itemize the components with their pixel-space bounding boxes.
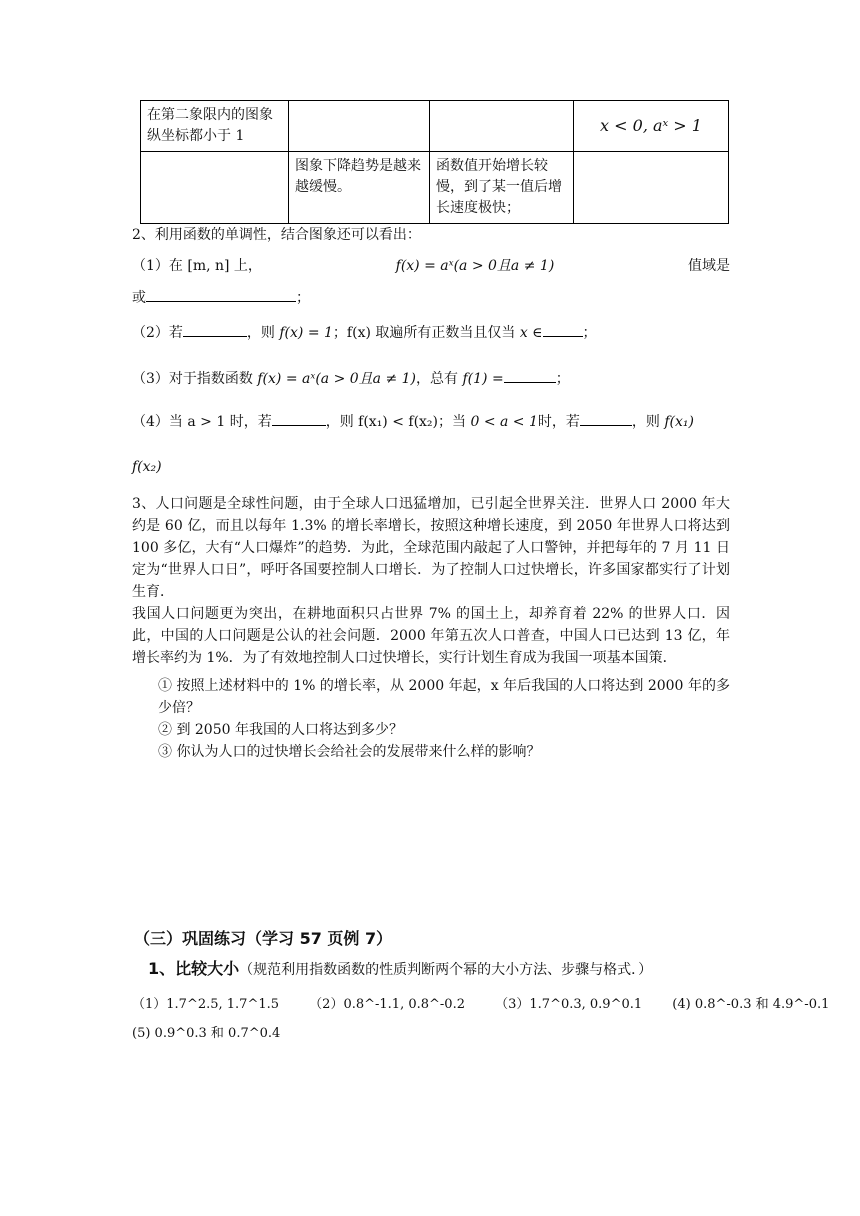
item4-range: 0 < a < 1 <box>470 414 538 430</box>
item3-text: （3）对于指数函数 <box>132 371 253 387</box>
answer-blank[interactable] <box>272 411 326 426</box>
compare-title: 1、比较大小 <box>148 959 240 978</box>
item2-text: ；f(x) 取遍所有正数当且仅当 <box>332 325 516 341</box>
item1-or: 或 <box>132 290 146 306</box>
item1-formula: f(x) = aˣ(a > 0且a ≠ 1) <box>395 258 555 274</box>
exercise-item: (5) 0.9^0.3 和 0.7^0.4 <box>132 1026 281 1041</box>
table-row <box>141 152 729 224</box>
compare-note: （规范利用指数函数的性质判断两个幂的大小方法、步骤与格式．） <box>239 962 653 978</box>
section3-paragraph1: 3、人口问题是全球性问题，由于全球人口迅猛增加，已引起全世界关注．世界人口 2000 年大约是 60 亿，而且以每年 1.3% 的增长率增长，按照这种增长速度，到 2050 年世界人口将达到 100 多亿，大有“人口爆炸”的趋势．为此，全球范围内敲起了人口警钟，并把每年的 7 月 11 日定为“世界人口日”，呼吁各国要控制人口增长．为了控制人口过快增长，许多国家都实行了计划生育． <box>132 496 730 600</box>
item2-formula: f(x) = 1 <box>279 325 333 341</box>
answer-blank[interactable] <box>146 287 296 302</box>
table-row <box>141 101 729 152</box>
question-1: ① 按照上述材料中的 1% 的增长率，从 2000 年起，x 年后我国的人口将达到 2000 年的多少倍？ <box>158 678 730 716</box>
item4-when: 时，若 <box>537 414 580 430</box>
answer-blank[interactable] <box>580 411 632 426</box>
table-cell: 图象下降趋势是越来越缓慢。 <box>289 152 430 224</box>
exercise-list-2 <box>132 1022 306 1041</box>
section2-item4-line2 <box>132 456 730 478</box>
exercise-item: （1）1.7^2.5, 1.7^1.5 <box>132 997 280 1012</box>
exercise-list <box>132 993 855 1012</box>
table-cell <box>141 152 289 224</box>
properties-table <box>140 100 729 224</box>
item2-if: （2）若 <box>132 325 183 341</box>
exercise-item: （2）0.8^-1.1, 0.8^-0.2 <box>309 997 465 1012</box>
table-cell: 函数值开始增长较慢，到了某一值后增长速度极快； <box>430 152 574 224</box>
table-cell <box>574 152 729 224</box>
table-formula: x < 0, aˣ > 1 <box>600 116 702 135</box>
item1-suffix: 值域是 <box>688 258 730 274</box>
item4-then2: ，则 <box>631 414 660 430</box>
item4-then: ，则 f(x₁) < f(x₂)；当 <box>325 414 467 430</box>
section2-item1 <box>132 255 730 277</box>
section2-item1-line2: 或 ； <box>132 287 730 309</box>
table-cell <box>574 101 729 152</box>
compare-subheading <box>148 956 652 979</box>
question-2: ② 到 2050 年我国的人口将达到多少？ <box>158 722 403 738</box>
practice-heading: （三）巩固练习（学习 57 页例 7） <box>134 929 393 948</box>
item4-fx2: f(x₂) <box>132 459 162 475</box>
item3-always: ，总有 <box>416 371 459 387</box>
table-cell <box>289 101 430 152</box>
item4-text: （4）当 a > 1 时，若 <box>132 414 272 430</box>
section3-paragraph2: 我国人口问题更为突出，在耕地面积只占世界 7% 的国土上，却养育着 22% 的世界人口．因此，中国的人口问题是公认的社会问题．2000 年第五次人口普查，中国人口已达到 13 亿，年增长率约为 1%．为了有效地控制人口过快增长，实行计划生育成为我国一项基本国策． <box>132 606 730 666</box>
answer-blank[interactable] <box>543 322 583 337</box>
answer-blank[interactable] <box>504 368 556 383</box>
item3-formula: f(x) = aˣ(a > 0且a ≠ 1) <box>257 371 417 387</box>
item2-set: x ∈ <box>519 325 543 341</box>
item2-then: ，则 <box>246 325 275 341</box>
question-3: ③ 你认为人口的过快增长会给社会的发展带来什么样的影响？ <box>158 744 541 760</box>
item1-prefix: （1）在 [m, n] 上， <box>132 258 262 274</box>
section2-title: 2、利用函数的单调性，结合图象还可以看出： <box>132 227 421 243</box>
item3-f1: f(1) = <box>462 371 504 387</box>
section2-item2: （2）若 ，则 f(x) = 1；f(x) 取遍所有正数当且仅当 x ∈ ； <box>132 322 730 344</box>
item4-fx1: f(x₁) <box>664 414 694 430</box>
section2-item4 <box>132 411 730 433</box>
section2-item3: （3）对于指数函数 f(x) = aˣ(a > 0且a ≠ 1)，总有 f(1) = ； <box>132 368 730 390</box>
table-cell <box>430 101 574 152</box>
exercise-item: （3）1.7^0.3, 0.9^0.1 <box>495 997 643 1012</box>
exercise-item: (4) 0.8^-0.3 和 4.9^-0.1 <box>672 997 830 1012</box>
answer-blank[interactable] <box>183 322 247 337</box>
table-cell: 在第二象限内的图象纵坐标都小于 1 <box>141 101 289 152</box>
